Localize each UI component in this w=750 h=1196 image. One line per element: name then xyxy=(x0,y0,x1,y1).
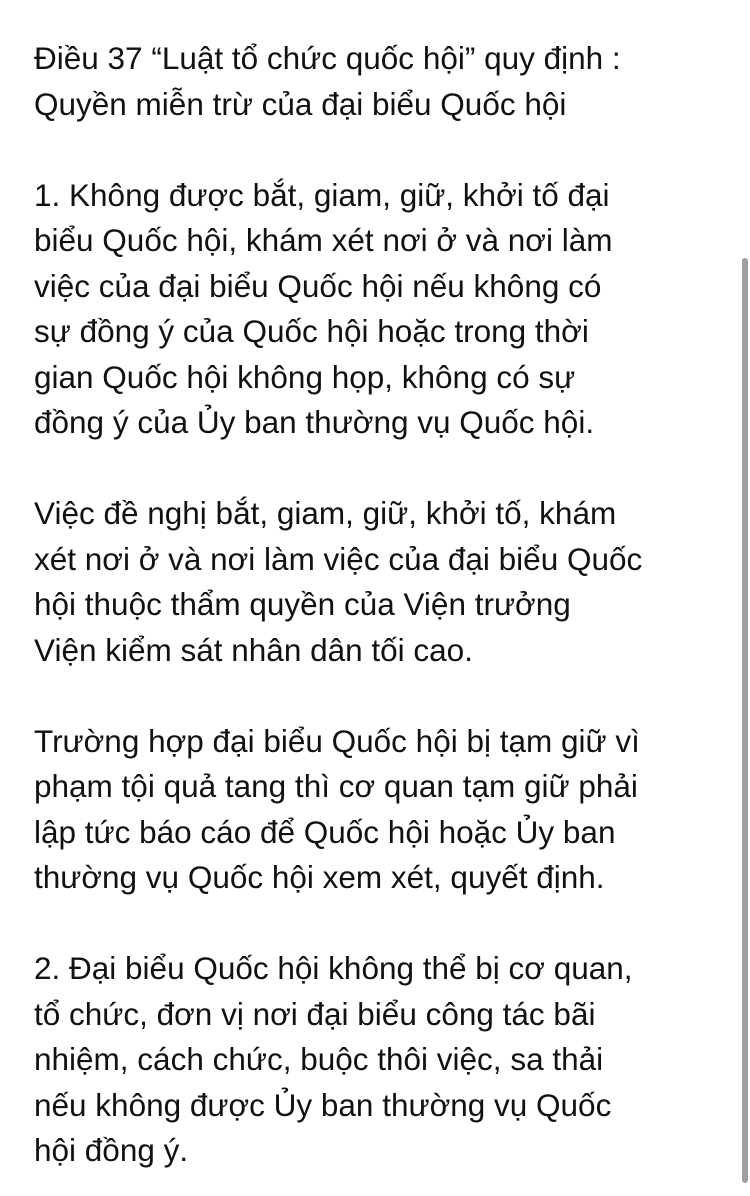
paragraph-line: sự đồng ý của Quốc hội hoặc trong thời xyxy=(34,313,589,349)
paragraph-line: lập tức báo cáo để Quốc hội hoặc Ủy ban xyxy=(34,813,616,850)
paragraph-line: việc của đại biểu Quốc hội nếu không có xyxy=(34,267,602,304)
paragraph-spacer xyxy=(34,446,724,492)
paragraph-line: xét nơi ở và nơi làm việc của đại biểu Quốc xyxy=(34,540,643,577)
note-text-body[interactable] xyxy=(34,36,724,1174)
note-heading xyxy=(34,36,724,127)
paragraph-line: nhiệm, cách chức, buộc thôi việc, sa thải xyxy=(34,1041,604,1077)
paragraph-line: phạm tội quả tang thì cơ quan tạm giữ phải xyxy=(34,768,638,804)
paragraph-line: Việc đề nghị bắt, giam, giữ, khởi tố, khám xyxy=(34,495,617,531)
paragraph-line: thường vụ Quốc hội xem xét, quyết định. xyxy=(34,859,605,895)
paragraph-line: Trường hợp đại biểu Quốc hội bị tạm giữ vì xyxy=(34,722,640,759)
paragraph-line: đồng ý của Ủy ban thường vụ Quốc hội. xyxy=(34,404,595,440)
paragraph-line: tổ chức, đơn vị nơi đại biểu công tác bãi xyxy=(34,995,596,1032)
paragraph-line: 2. Đại biểu Quốc hội không thể bị cơ quan, xyxy=(34,950,633,986)
paragraph-spacer xyxy=(34,901,724,947)
paragraph-line: nếu không được Ủy ban thường vụ Quốc xyxy=(34,1086,612,1123)
paragraph-line: gian Quốc hội không họp, không có sự xyxy=(34,358,576,395)
paragraph-3 xyxy=(34,719,724,901)
paragraph-line: biểu Quốc hội, khám xét nơi ở và nơi làm xyxy=(34,222,613,258)
paragraph-1 xyxy=(34,173,724,446)
paragraph-2 xyxy=(34,491,724,673)
paragraph-line: Viện kiểm sát nhân dân tối cao. xyxy=(34,631,473,668)
scroll-indicator[interactable] xyxy=(742,258,748,1183)
paragraph-line: hội đồng ý. xyxy=(34,1132,189,1168)
heading-line: Quyền miễn trừ của đại biểu Quốc hội xyxy=(34,85,567,122)
paragraph-line: hội thuộc thẩm quyền của Viện trưởng xyxy=(34,586,571,622)
heading-line: Điều 37 “Luật tổ chức quốc hội” quy định : xyxy=(34,40,621,76)
paragraph-4 xyxy=(34,946,724,1174)
paragraph-spacer xyxy=(34,127,724,173)
paragraph-line: 1. Không được bắt, giam, giữ, khởi tố đại xyxy=(34,176,610,213)
paragraph-spacer xyxy=(34,673,724,719)
